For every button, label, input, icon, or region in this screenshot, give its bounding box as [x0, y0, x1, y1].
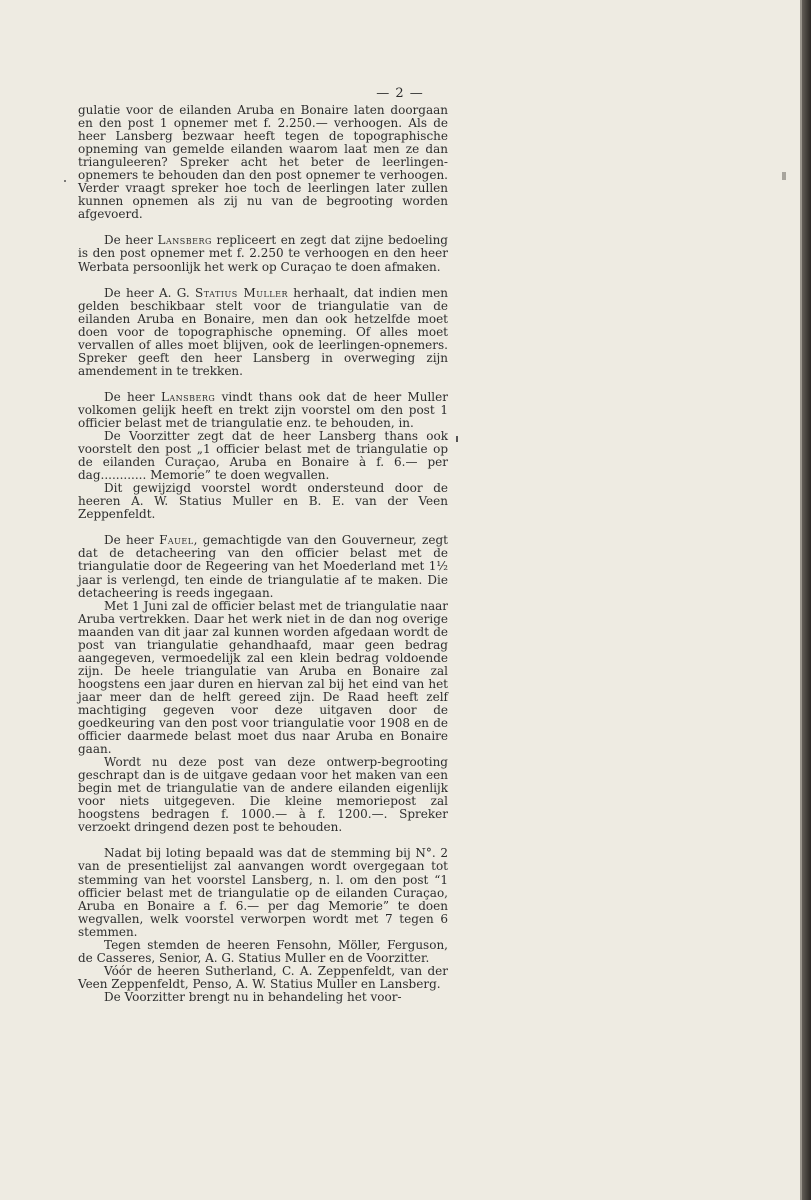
- bleed-through-mark: [782, 172, 786, 180]
- text-column: [78, 104, 448, 1004]
- paragraph: Dit gewijzigd voorstel wordt ondersteund door de heeren A. W. Statius Muller en B. E. van der Veen Zeppenfeldt.: [78, 481, 448, 522]
- paragraph: Met 1 Juni zal de officier belast met de triangulatie naar Aruba vertrekken. Daar het werk niet in de dan nog overige maanden van dit jaar zal kunnen worden afgedaan wordt de post van triangulatie gehandhaafd, maar geen bedrag aangegeven, vermoedelijk zal een klein bedrag voldoende zijn. De heele triangulatie van Aruba en Bonaire zal hoogstens een jaar duren en hiervan zal bij het eind van het jaar meer dan de helft gereed zijn. De Raad heeft zelf machtiging gegeven voor deze uitgaven door de goedkeuring van den post voor triangulatie voor 1908 en de officier daarmede belast moet dus naar Aruba en Bonaire gaan.: [78, 598, 448, 757]
- paragraph: De heer Lansberg repliceert en zegt dat zijne bedoeling is den post opnemer met f. 2.250 te verhoogen en den heer Werbata persoonlijk het werk op Curaçao te doen afmaken.: [78, 233, 448, 274]
- paragraph: Vóór de heeren Sutherland, C. A. Zeppenfeldt, van der Veen Zeppenfeldt, Penso, A. W. Statius Muller en Lansberg.: [78, 963, 448, 991]
- paragraph: Nadat bij loting bepaald was dat de stemming bij N°. 2 van de presentielijst zal aanvangen wordt overgegaan tot stemming van het voorstel Lansberg, n. l. om den post “1 officier belast met de triangulatie op de eilanden Curaçao, Aruba en Bonaire a f. 6.— per dag Memorie” te doen wegvallen, welk voorstel verworpen wordt met 7 tegen 6 stemmen.: [78, 846, 448, 939]
- speaker-name: Lansberg: [160, 389, 216, 404]
- speaker-name: Lansberg: [157, 233, 212, 248]
- paragraph: De Voorzitter zegt dat de heer Lansberg thans ook voorstelt den post „1 officier belast met de triangulatie op de eilanden Curaçao, Aruba en Bonaire à f. 6.— per dag............ Memorie” te doen wegvallen.: [78, 429, 448, 483]
- speaker-name: Fauel: [159, 533, 194, 548]
- paragraph: Tegen stemden de heeren Fensohn, Möller, Ferguson, de Casseres, Senior, A. G. Statius Muller en de Voorzitter.: [78, 937, 448, 965]
- page-edge: [800, 0, 811, 1200]
- paragraph: De heer A. G. Statius Muller herhaalt, dat indien men gelden beschikbaar stelt voor de triangulatie van de eilanden Aruba en Bonaire, men dan ook hetzelfde moet doen voor de topographische opneming. Of alles moet vervallen of alles moet blijven, ook de leerlingen-opnemers. Spreker geeft den heer Lansberg in overweging zijn amendement in te trekken.: [78, 285, 448, 378]
- paragraph: De Voorzitter brengt nu in behandeling het voor-: [104, 989, 402, 1004]
- print-mark: [64, 180, 66, 182]
- paragraph: Wordt nu deze post van deze ontwerp-begrooting geschrapt dan is de uitgave gedaan voor het maken van een begin met de triangulatie van de andere eilanden eigenlijk voor niets uitgegeven. Die kleine memoriepost zal hoogstens bedragen f. 1000.— à f. 1200.—. Spreker verzoekt dringend dezen post te behouden.: [78, 755, 448, 835]
- page-number: — 2 —: [376, 86, 424, 101]
- speaker-name: Statius Muller: [195, 285, 288, 300]
- print-mark: [456, 436, 458, 442]
- paragraph: gulatie voor de eilanden Aruba en Bonaire laten doorgaan en den post 1 opnemer met f. 2.250.— verhoogen. Als de heer Lansberg bezwaar heeft tegen de topographische opneming van gemelde eilanden waarom laat men ze dan trianguleeren? Spreker acht het beter de leerlingen-opnemers te behouden dan den post opnemer te verhoogen. Verder vraagt spreker hoe toch de leerlingen later zullen kunnen opnemen als zij nu van de begrooting worden afgevoerd.: [78, 103, 448, 222]
- paragraph: De heer Lansberg vindt thans ook dat de heer Muller volkomen gelijk heeft en trekt zijn voorstel om den post 1 officier belast met de triangulatie enz. te behouden, in.: [78, 389, 448, 430]
- paragraph: De heer Fauel, gemachtigde van den Gouverneur, zegt dat de detacheering van den officier belast met de triangulatie door de Regeering van het Moederland met 1½ jaar is verlengd, ten einde de triangulatie af te maken. Die detacheering is reeds ingegaan.: [78, 533, 448, 600]
